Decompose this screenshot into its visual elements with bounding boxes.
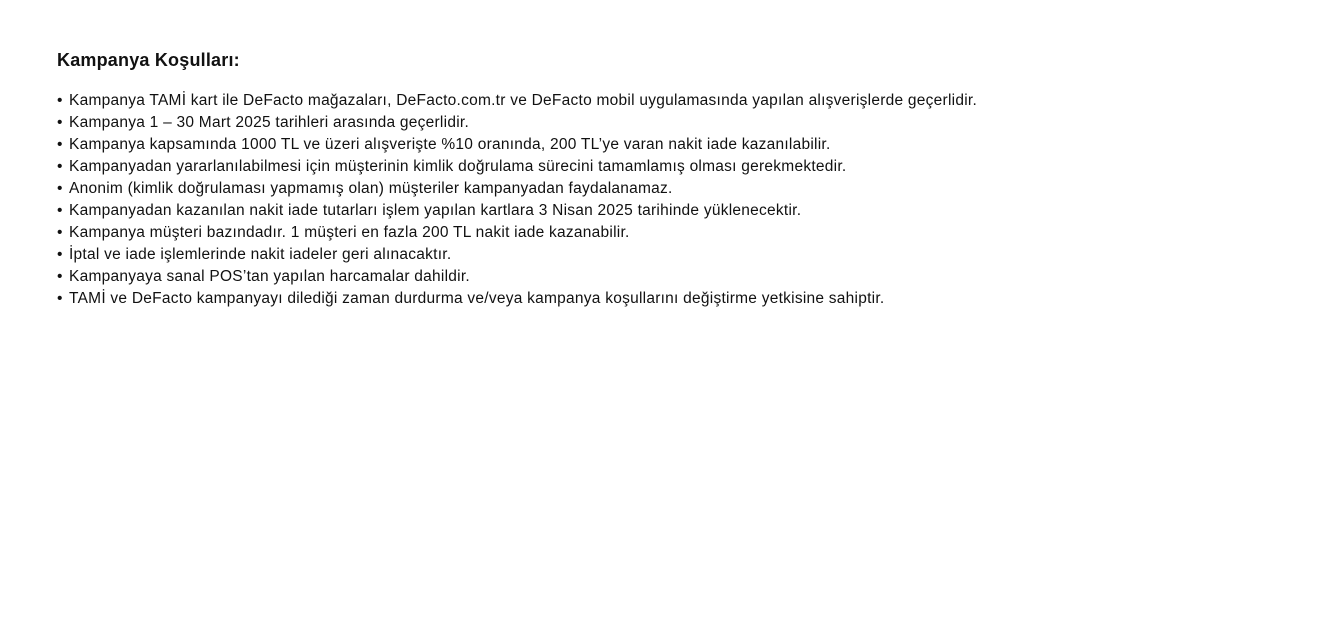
list-item: • Kampanya 1 – 30 Mart 2025 tarihleri arasında geçerlidir. — [57, 112, 977, 134]
list-item: • Kampanyadan yararlanılabilmesi için müşterinin kimlik doğrulama sürecini tamamlamış olması gerekmektedir. — [57, 156, 977, 178]
list-item: • Kampanya kapsamında 1000 TL ve üzeri alışverişte %10 oranında, 200 TL’ye varan nakit iade kazanılabilir. — [57, 134, 977, 156]
bullet-icon: • — [57, 92, 63, 109]
bullet-icon: • — [57, 246, 63, 263]
bullet-icon: • — [57, 114, 63, 131]
bullet-icon: • — [57, 268, 63, 285]
list-item: • Kampanyadan kazanılan nakit iade tutarları işlem yapılan kartlara 3 Nisan 2025 tarihinde yüklenecektir. — [57, 200, 977, 222]
bullet-icon: • — [57, 136, 63, 153]
bullet-icon: • — [57, 224, 63, 241]
bullet-icon: • — [57, 202, 63, 219]
list-item: • Kampanyaya sanal POS’tan yapılan harcamalar dahildir. — [57, 266, 977, 288]
campaign-terms — [57, 48, 977, 310]
section-title: Kampanya Koşulları: — [57, 50, 240, 70]
bullet-icon: • — [57, 290, 63, 307]
bullet-icon: • — [57, 180, 63, 197]
terms-list — [57, 90, 977, 310]
list-item: • TAMİ ve DeFacto kampanyayı dilediği zaman durdurma ve/veya kampanya koşullarını değiştirme yetkisine sahiptir. — [57, 288, 977, 310]
list-item: • Kampanya müşteri bazındadır. 1 müşteri en fazla 200 TL nakit iade kazanabilir. — [57, 222, 977, 244]
list-item: • Kampanya TAMİ kart ile DeFacto mağazaları, DeFacto.com.tr ve DeFacto mobil uygulamasında yapılan alışverişlerde geçerlidir. — [57, 90, 977, 112]
list-item: • Anonim (kimlik doğrulaması yapmamış olan) müşteriler kampanyadan faydalanamaz. — [57, 178, 977, 200]
list-item: • İptal ve iade işlemlerinde nakit iadeler geri alınacaktır. — [57, 244, 977, 266]
bullet-icon: • — [57, 158, 63, 175]
